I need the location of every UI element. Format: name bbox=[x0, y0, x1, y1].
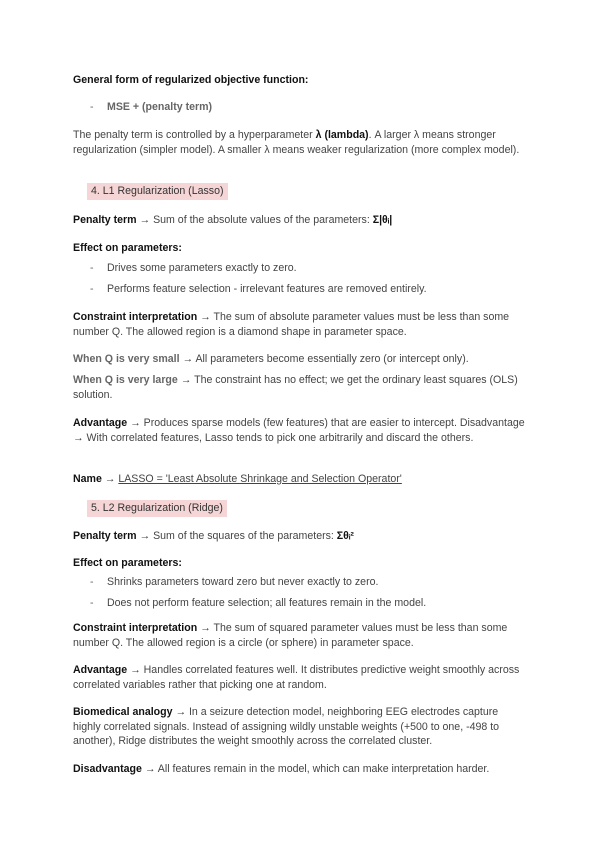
l2-effect-label: Effect on parameters: bbox=[73, 557, 182, 569]
l1-advantage bbox=[73, 416, 528, 445]
l1-effect-item bbox=[73, 261, 548, 276]
disadvantage-label: Disadvantage bbox=[73, 763, 142, 775]
disadvantage-text: → All features remain in the model, which can make interpretation harder. bbox=[141, 763, 490, 775]
bullet-dash: - bbox=[90, 576, 94, 588]
l2-advantage-text: → Handles correlated features well. It distributes predictive weight smoothly across correlated variables rather that picking one at random. bbox=[73, 664, 520, 691]
bullet-dash: - bbox=[90, 101, 94, 113]
l2-effect-item bbox=[73, 575, 548, 590]
l1-advantage-label: Advantage bbox=[73, 417, 128, 429]
l2-heading-row bbox=[73, 500, 528, 517]
l1-large-q bbox=[73, 373, 528, 402]
l1-constraint-label: Constraint interpretation bbox=[73, 311, 198, 323]
analogy-text: → In a seizure detection model, neighboring EEG electrodes capture highly correlated signals. Instead of assigning wildly unstable weights (+500 to one, -498 to another), Ridge distributes the weight smoothly across the correlated cluster. bbox=[73, 706, 500, 748]
small-q-label: When Q is very small bbox=[73, 353, 180, 365]
penalty-paragraph bbox=[73, 128, 528, 157]
l1-penalty bbox=[73, 213, 528, 228]
l1-name-label: Name bbox=[73, 473, 102, 485]
general-form-title: General form of regularized objective function: bbox=[73, 74, 309, 86]
large-q-label: When Q is very large bbox=[73, 374, 178, 386]
l1-penalty-text: → Sum of the absolute values of the parameters: bbox=[136, 214, 373, 226]
l2-constraint-label: Constraint interpretation bbox=[73, 622, 198, 634]
bullet-dash: - bbox=[90, 262, 94, 274]
l1-advantage-text: → Produces sparse models (few features) that are easier to intercept. Disadvantage → With correlated features, Lasso tends to pick one arbitrarily and discard the others. bbox=[73, 417, 525, 444]
l1-constraint-text: → The sum of absolute parameter values must be less than some number Q. The allowed region is a diamond shape in parameter space. bbox=[73, 311, 510, 338]
lambda-term: λ (lambda) bbox=[315, 129, 369, 141]
l2-advantage bbox=[73, 663, 528, 692]
l1-effect-item bbox=[73, 282, 548, 297]
l2-analogy bbox=[73, 705, 528, 749]
lasso-definition: LASSO = 'Least Absolute Shrinkage and Selection Operator' bbox=[118, 473, 402, 485]
l1-small-q bbox=[73, 352, 528, 367]
bullet-dash: - bbox=[90, 283, 94, 295]
small-q-text: → All parameters become essentially zero (or intercept only). bbox=[179, 353, 469, 365]
l2-penalty-formula: Σθᵢ² bbox=[336, 530, 354, 542]
l2-effect-text: Does not perform feature selection; all features remain in the model. bbox=[107, 597, 427, 609]
l1-effect-text: Performs feature selection - irrelevant features are removed entirely. bbox=[107, 283, 427, 295]
l1-effect-label: Effect on parameters: bbox=[73, 242, 182, 254]
analogy-label: Biomedical analogy bbox=[73, 706, 173, 718]
l2-penalty bbox=[73, 529, 528, 544]
l2-penalty-text: → Sum of the squares of the parameters: bbox=[136, 530, 337, 542]
penalty-para-text-b: . A larger λ means stronger regularization (simpler model). A smaller λ means weaker regularization (more complex model). bbox=[73, 129, 520, 156]
l2-advantage-label: Advantage bbox=[73, 664, 128, 676]
l1-heading-row bbox=[73, 183, 528, 200]
l1-penalty-label: Penalty term bbox=[73, 214, 137, 226]
penalty-para-text-a: The penalty term is controlled by a hyperparameter bbox=[73, 129, 316, 141]
l2-constraint-text: → The sum of squared parameter values must be less than some number Q. The allowed region is a circle (or sphere) in parameter space. bbox=[73, 622, 508, 649]
mse-formula: MSE + (penalty term) bbox=[107, 101, 213, 113]
l1-name-arrow: → bbox=[101, 473, 119, 485]
l2-constraint bbox=[73, 621, 528, 650]
l1-constraint bbox=[73, 310, 528, 339]
large-q-text: → The constraint has no effect; we get the ordinary least squares (OLS) solution. bbox=[73, 374, 518, 401]
l2-effect-item bbox=[73, 596, 548, 611]
bullet-dash: - bbox=[90, 597, 94, 609]
l2-effect-text: Shrinks parameters toward zero but never exactly to zero. bbox=[107, 576, 379, 588]
general-bullet bbox=[73, 100, 548, 115]
l1-penalty-formula: Σ|θᵢ| bbox=[372, 214, 393, 226]
l1-effect-text: Drives some parameters exactly to zero. bbox=[107, 262, 297, 274]
l2-penalty-label: Penalty term bbox=[73, 530, 137, 542]
l2-disadvantage bbox=[73, 762, 528, 777]
l2-heading: 5. L2 Regularization (Ridge) bbox=[87, 500, 227, 517]
l1-heading: 4. L1 Regularization (Lasso) bbox=[87, 183, 228, 200]
l1-name bbox=[73, 472, 528, 487]
